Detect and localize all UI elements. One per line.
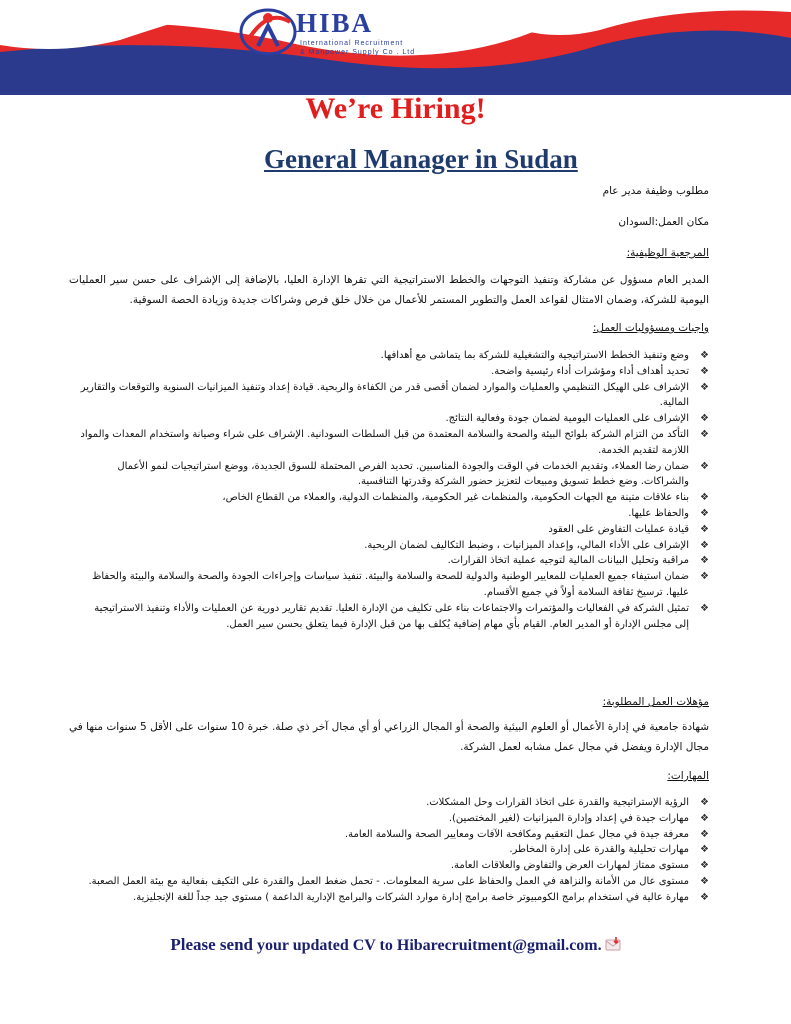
logo-brand-text: HIBA: [296, 8, 374, 38]
footer-email-text[interactable]: your updated CV to Hibarecruitment@gmail.com.: [252, 937, 602, 954]
list-item: ❖ وضع وتنفيذ الخطط الاستراتيجية والتشغيلية للشركة بما يتماشى مع أهدافها.: [79, 348, 709, 364]
reference-heading: المرجعية الوظيفية:: [626, 247, 709, 259]
list-item: ❖ الإشراف على العمليات اليومية لضمان جودة وفعالية النتائج.: [79, 411, 709, 427]
diamond-bullet-icon: ❖: [700, 460, 709, 472]
skills-heading: المهارات:: [667, 770, 709, 782]
list-item: ❖ الإشراف على الأداء المالي، وإعداد الميزانيات ، وضبط التكاليف لضمان الربحية.: [79, 538, 709, 554]
diamond-bullet-icon: ❖: [700, 555, 709, 567]
list-item: ❖ مراقبة وتحليل البيانات المالية لتوجيه عملية اتخاذ القرارات.: [79, 553, 709, 569]
diamond-bullet-icon: ❖: [700, 381, 709, 393]
company-logo: [238, 4, 438, 60]
qualifications-heading: مؤهلات العمل المطلوبة:: [602, 696, 709, 708]
list-item: ❖ تحديد أهداف أداء ومؤشرات أداء رئيسية واضحة.: [79, 364, 709, 380]
diamond-bullet-icon: ❖: [700, 507, 709, 519]
list-item: ❖ الإشراف على الهيكل التنظيمي والعمليات والموارد لضمان أقصى قدر من الكفاءة والربحية. قيادة إعداد وتنفيذ الميزانيات السنوية والتوقعات والتقارير المالية.: [80, 381, 709, 409]
list-item: ❖ مهارات تحليلية والقدرة على إدارة المخاطر.: [79, 842, 709, 858]
diamond-bullet-icon: ❖: [700, 797, 709, 808]
diamond-bullet-icon: ❖: [700, 891, 709, 903]
diamond-bullet-icon: ❖: [700, 812, 709, 824]
diamond-bullet-icon: ❖: [700, 428, 709, 440]
logo-emblem-icon: [238, 6, 298, 58]
location-line: مكان العمل:السودان: [618, 216, 709, 228]
diamond-bullet-icon: ❖: [700, 571, 709, 583]
list-item: ❖ ضمان استيفاء جميع العمليات للمعايير الوطنية والدولية للصحة والسلامة والبيئة. تنفيذ سياسات وإجراءات الجودة والصحة والسلامة والبيئة والحفاظ عليها. ترسيخ ثقافة السلامة أولاً في جميع الأقسام.: [92, 571, 709, 598]
diamond-bullet-icon: ❖: [700, 413, 709, 425]
list-item: ❖ مستوى عال من الأمانة والنزاهة في العمل والحفاظ على سرية المعلومات. - تحمل ضغط العمل والقدرة على التكيف بفعالية مع بيئة العمل الصعبة.: [79, 874, 709, 890]
logo-subtitle-line2: & Manpower Supply Co . Ltd: [300, 49, 416, 56]
diamond-bullet-icon: ❖: [700, 350, 709, 361]
diamond-bullet-icon: ❖: [700, 523, 709, 535]
list-item: ❖ ضمان رضا العملاء، وتقديم الخدمات في الوقت والجودة المناسبين. تحديد الفرص المحتملة للسوق الجديدة، ووضع استراتيجيات لنمو الأعمال والشراكات. وضع خطط تسويق ومبيعات لتعزيز حضور الشركة وقدرتها التنافسية.: [117, 460, 709, 488]
diamond-bullet-icon: ❖: [700, 492, 709, 504]
position-line: مطلوب وظيفة مدير عام: [602, 185, 709, 197]
list-item: ❖ مهارة عالية في استخدام برامج الكومبيوتر خاصة برامج إدارة موارد الشركات والبرامج الإدارية الداعمة ) مستوى جيد جداً للغة الإنجليزية.: [79, 890, 709, 906]
diamond-bullet-icon: ❖: [700, 539, 709, 551]
list-item: ❖ الرؤية الإستراتيجية والقدرة على اتخاذ القرارات وحل المشكلات.: [79, 795, 709, 811]
duties-heading: واجبات ومسؤوليات العمل:: [592, 322, 709, 334]
header-banner: [0, 0, 791, 95]
list-item: ❖ تمثيل الشركة في الفعاليات والمؤتمرات والاجتماعات بناء على تكليف من الإدارة العليا. تقديم تقارير دورية عن العمليات والأداء وتنفيذ الاستراتيجية إلى مجلس الإدارة أو المدير العام. القيام بأي مهام إضافية يُكلف بها من قبل الإدارة فيما يتعلق بحسن سير العمل.: [94, 602, 709, 630]
reference-paragraph: المدير العام مسؤول عن مشاركة وتنفيذ التوجهات والخطط الاستراتيجية التي تقرها الإدارة العليا، بالإضافة إلى الإشراف على حسن سير العمليات اليومية للشركة، وضمان الامتثال لقواعد العمل والتطوير المستمر للأعمال من خلال خلق فرص وشراكات جديدة وزيادة الحصة السوقية.: [69, 274, 709, 306]
footer-cta: [0, 935, 791, 956]
list-item: ❖ التأكد من التزام الشركة بلوائح البيئة والصحة والسلامة المعتمدة من قبل السلطات السودانية. الإشراف على شراء وصيانة واستخدام المعدات والمواد اللازمة لتقديم الخدمة.: [80, 428, 709, 456]
diamond-bullet-icon: ❖: [700, 844, 709, 856]
footer-lead: Please send: [170, 935, 253, 954]
job-title: General Manager in Sudan: [264, 144, 578, 174]
list-item: ❖ مستوى ممتاز لمهارات العرض والتفاوض والعلاقات العامة.: [79, 858, 709, 874]
diamond-bullet-icon: ❖: [700, 875, 709, 887]
hiring-title: We’re Hiring!: [305, 92, 486, 125]
diamond-bullet-icon: ❖: [700, 365, 709, 377]
list-item: ❖ معرفة جيدة في مجال عمل التعقيم ومكافحة الآفات ومعايير الصحة والسلامة العامة.: [79, 827, 709, 843]
logo-subtitle-line1: International Recruitment: [300, 40, 404, 47]
diamond-bullet-icon: ❖: [700, 828, 709, 840]
email-icon: [605, 937, 621, 956]
skills-list: [79, 795, 709, 906]
qualifications-paragraph: شهادة جامعية في إدارة الأعمال أو العلوم البيئية والصحة أو المجال الزراعي أو أي مجال آخر ذي صلة. خبرة 10 سنوات على الأقل 5 سنوات منها في مجال الإدارة ويفضل في مجال عمل مشابه لعمل الشركة.: [69, 721, 709, 753]
list-item: ❖ بناء علاقات متينة مع الجهات الحكومية، والمنظمات غير الحكومية، والمنظمات الدولية، والعملاء من القطاع الخاص،: [79, 490, 709, 506]
list-item: ❖ قيادة عمليات التفاوض على العقود: [79, 522, 709, 538]
list-item: ❖ مهارات جيدة في إعداد وإدارة الميزانيات (لغير المختصين).: [79, 811, 709, 827]
duties-list: [79, 348, 709, 632]
diamond-bullet-icon: ❖: [700, 860, 709, 872]
diamond-bullet-icon: ❖: [700, 602, 709, 614]
list-item: ❖ والحفاظ عليها.: [79, 506, 709, 522]
